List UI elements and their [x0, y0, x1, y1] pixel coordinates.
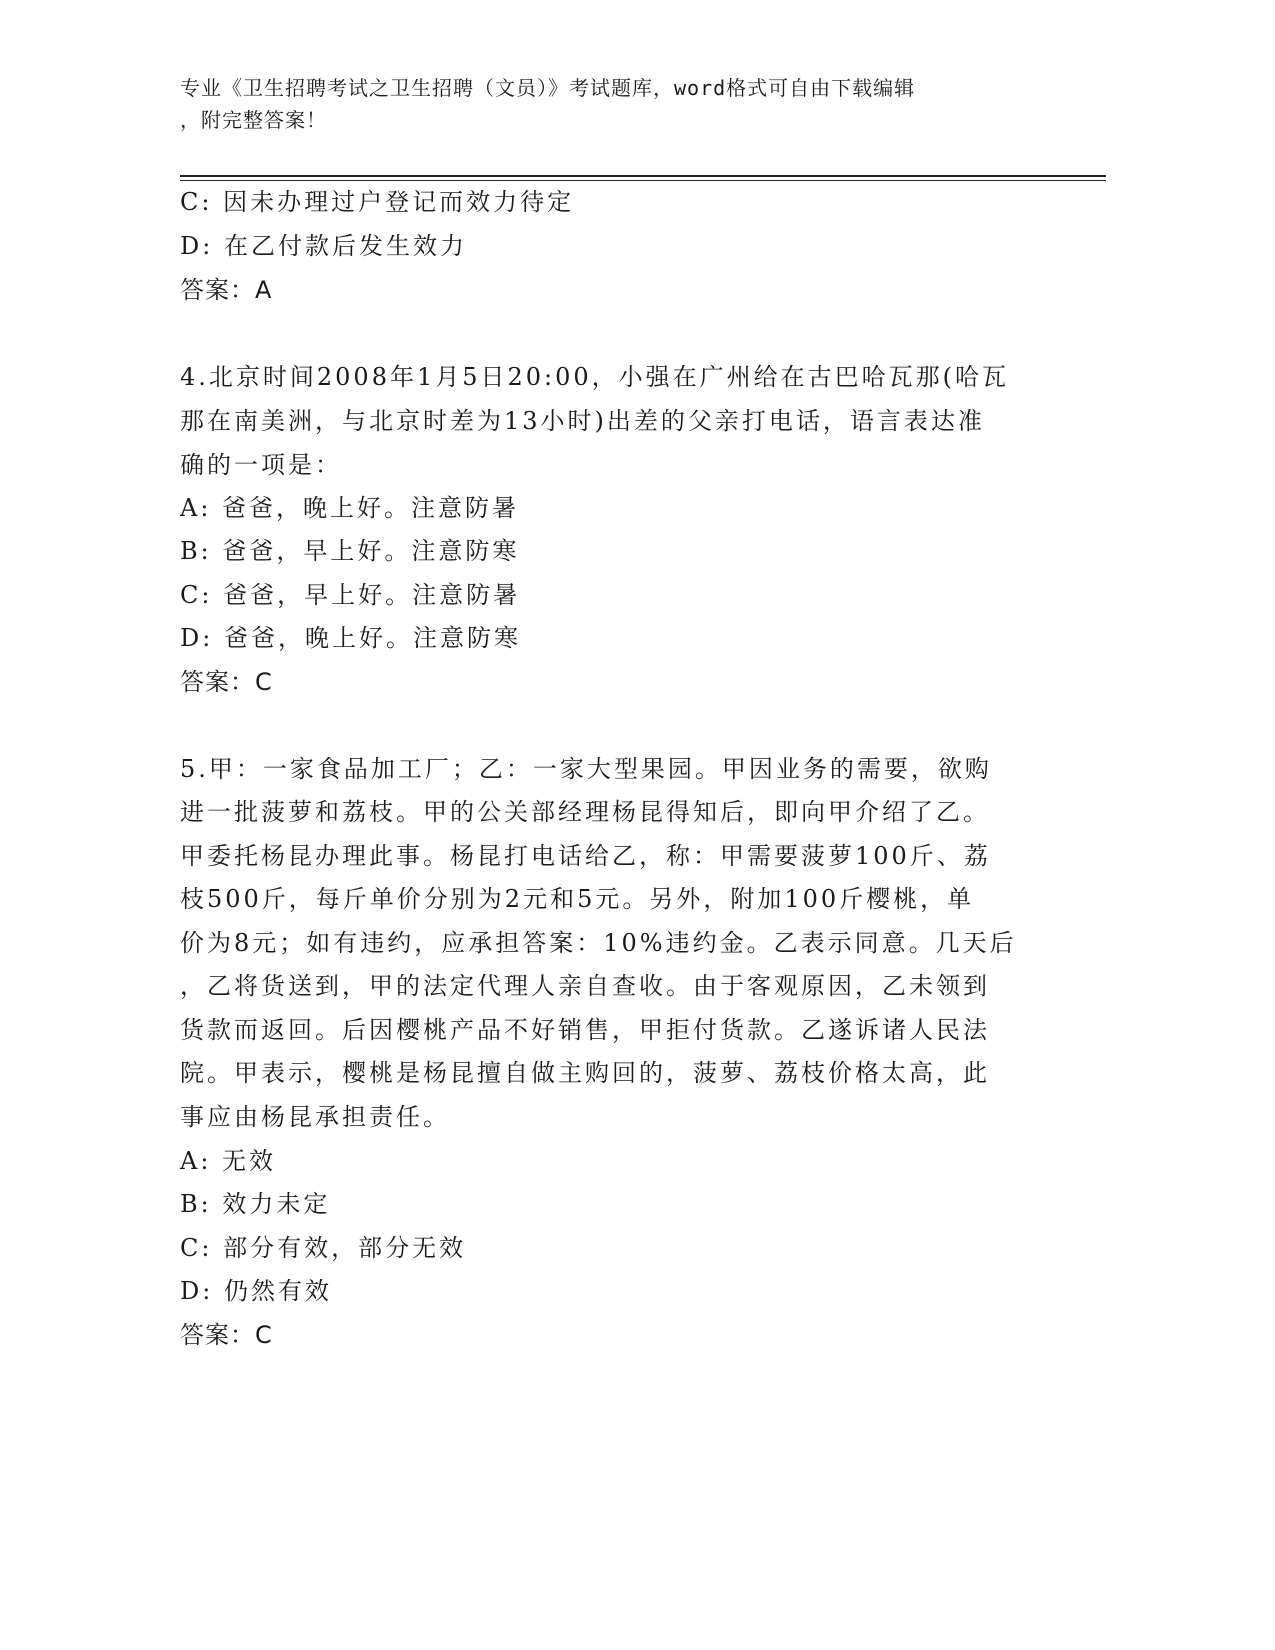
- q5-stem-line-5: 价为8元；如有违约，应承担答案：10%违约金。乙表示同意。几天后: [180, 929, 1017, 957]
- q4-option-b: B: 爸爸，早上好。注意防寒: [180, 537, 520, 565]
- q5-option-d: D: 仍然有效: [180, 1277, 332, 1305]
- q5-stem-line-9: 事应由杨昆承担责任。: [180, 1103, 450, 1131]
- prev-answer: 答案：A: [180, 276, 273, 304]
- q5-stem-line-6: ，乙将货送到，甲的法定代理人亲自查收。由于客观原因，乙未领到: [180, 972, 990, 1000]
- q4-stem-line-3: 确的一项是：: [180, 451, 342, 479]
- document-header: [180, 72, 1040, 136]
- header-divider-thick: [180, 175, 1106, 177]
- prev-option-d: D: 在乙付款后发生效力: [180, 232, 467, 260]
- q4-stem-line-2: 那在南美洲，与北京时差为13小时)出差的父亲打电话，语言表达准: [180, 407, 985, 435]
- q5-stem-line-8: 院。甲表示，樱桃是杨昆擅自做主购回的，菠萝、荔枝价格太高，此: [180, 1059, 990, 1087]
- q5-option-a: A: 无效: [180, 1147, 277, 1175]
- q5-option-b: B: 效力未定: [180, 1190, 331, 1218]
- q5-stem-line-7: 货款而返回。后因樱桃产品不好销售，甲拒付货款。乙遂诉诸人民法: [180, 1016, 990, 1044]
- q4-option-c: C: 爸爸，早上好。注意防暑: [180, 581, 521, 609]
- q4-option-a: A: 爸爸，晚上好。注意防暑: [180, 494, 520, 522]
- q5-stem-line-4: 枝500斤，每斤单价分别为2元和5元。另外，附加100斤樱桃，单: [180, 885, 975, 913]
- prev-option-c: C: 因未办理过户登记而效力待定: [180, 188, 575, 216]
- q5-stem-line-2: 进一批菠萝和荔枝。甲的公关部经理杨昆得知后，即向甲介绍了乙。: [180, 798, 990, 826]
- q4-option-d: D: 爸爸，晚上好。注意防寒: [180, 624, 521, 652]
- header-line-2: ，附完整答案！: [180, 108, 327, 132]
- q4-stem-line-1: 4.北京时间2008年1月5日20:00，小强在广州给在古巴哈瓦那(哈瓦: [180, 363, 1010, 391]
- q5-answer: 答案：C: [180, 1321, 273, 1349]
- q4-answer: 答案：C: [180, 668, 273, 696]
- q5-stem-line-3: 甲委托杨昆办理此事。杨昆打电话给乙，称：甲需要菠萝100斤、荔: [180, 842, 991, 870]
- q5-option-c: C: 部分有效，部分无效: [180, 1234, 467, 1262]
- q5-stem-line-1: 5.甲：一家食品加工厂；乙：一家大型果园。甲因业务的需要，欲购: [180, 755, 992, 783]
- header-line-1: 专业《卫生招聘考试之卫生招聘（文员）》考试题库，word格式可自由下载编辑: [180, 76, 916, 100]
